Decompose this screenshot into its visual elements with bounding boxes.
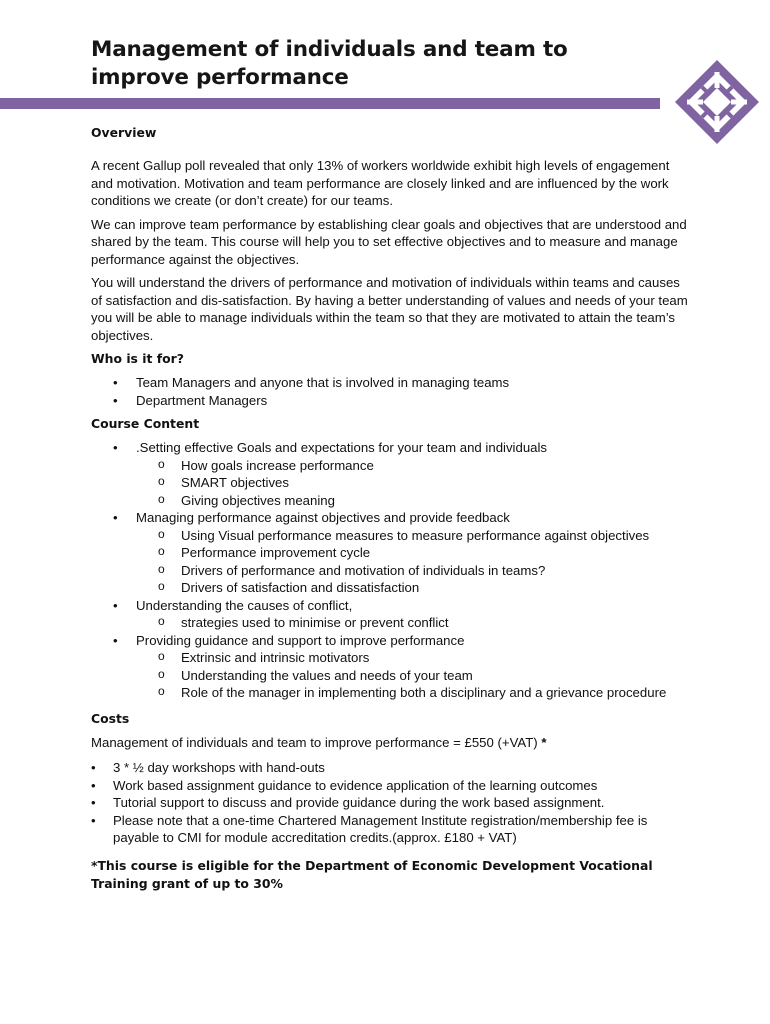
who-list bbox=[91, 374, 691, 409]
header-rule bbox=[0, 98, 660, 109]
sub-list-item: o Giving objectives meaning bbox=[91, 492, 691, 510]
course-heading: Course Content bbox=[91, 416, 200, 431]
list-item: • Tutorial support to discuss and provide guidance during the work based assignment. bbox=[91, 794, 691, 812]
costs-line-text: Management of individuals and team to improve performance = £550 (+VAT) bbox=[91, 734, 538, 750]
list-item: • Work based assignment guidance to evidence application of the learning outcomes bbox=[91, 777, 691, 795]
overview-heading: Overview bbox=[91, 125, 157, 140]
list-item: • Managing performance against objectives and provide feedback bbox=[91, 509, 691, 527]
list-item: • Providing guidance and support to improve performance bbox=[91, 632, 691, 650]
sub-list-item: o Performance improvement cycle bbox=[91, 544, 691, 562]
costs-line-star: * bbox=[541, 734, 547, 750]
sub-list-item: o Using Visual performance measures to measure performance against objectives bbox=[91, 527, 691, 545]
sub-list-item: o SMART objectives bbox=[91, 474, 691, 492]
sub-list-item: o Drivers of satisfaction and dissatisfaction bbox=[91, 579, 691, 597]
list-item: • Understanding the causes of conflict, bbox=[91, 597, 691, 615]
course-list bbox=[91, 439, 691, 702]
list-item: • 3 * ½ day workshops with hand-outs bbox=[91, 759, 691, 777]
list-item: • Team Managers and anyone that is involved in managing teams bbox=[91, 374, 691, 392]
overview-paragraph: We can improve team performance by establishing clear goals and objectives that are understood and shared by the team. This course will help you to set effective objectives and to measure and manage performance against the objectives. bbox=[91, 216, 687, 267]
costs-heading: Costs bbox=[91, 710, 130, 726]
list-item: • Please note that a one-time Chartered Management Institute registration/membership fee is payable to CMI for module accreditation credits.(approx. £180 + VAT) bbox=[91, 812, 691, 847]
sub-list-item: o How goals increase performance bbox=[91, 457, 691, 475]
sub-list-item: o Role of the manager in implementing both a disciplinary and a grievance procedure bbox=[91, 684, 691, 702]
overview-paragraph: You will understand the drivers of performance and motivation of individuals within teams and causes of satisfaction and dis-satisfaction. By having a better understanding of values and needs of your team you will be able to manage individuals within the team so that they are motivated to attain the team’s objectives. bbox=[91, 275, 688, 343]
list-item: • .Setting effective Goals and expectations for your team and individuals bbox=[91, 439, 691, 457]
list-item: • Department Managers bbox=[91, 392, 691, 410]
sub-list-item: o Drivers of performance and motivation of individuals in teams? bbox=[91, 562, 691, 580]
sub-list-item: o Extrinsic and intrinsic motivators bbox=[91, 649, 691, 667]
sub-list-item: o Understanding the values and needs of your team bbox=[91, 667, 691, 685]
eligibility-note: *This course is eligible for the Department of Economic Development Vocational Training grant of up to 30% bbox=[91, 857, 653, 891]
overview-paragraph: A recent Gallup poll revealed that only 13% of workers worldwide exhibit high levels of engagement and motivation. Motivation and team performance are closely linked and are influenced by the work conditions we create (or don’t create) for our teams. bbox=[91, 158, 670, 208]
page-title: Management of individuals and team to improve performance bbox=[91, 37, 568, 90]
sub-list-item: o strategies used to minimise or prevent conflict bbox=[91, 614, 691, 632]
who-heading: Who is it for? bbox=[91, 351, 184, 366]
costs-line bbox=[91, 734, 691, 752]
document-body bbox=[91, 124, 691, 893]
costs-list bbox=[91, 759, 691, 847]
